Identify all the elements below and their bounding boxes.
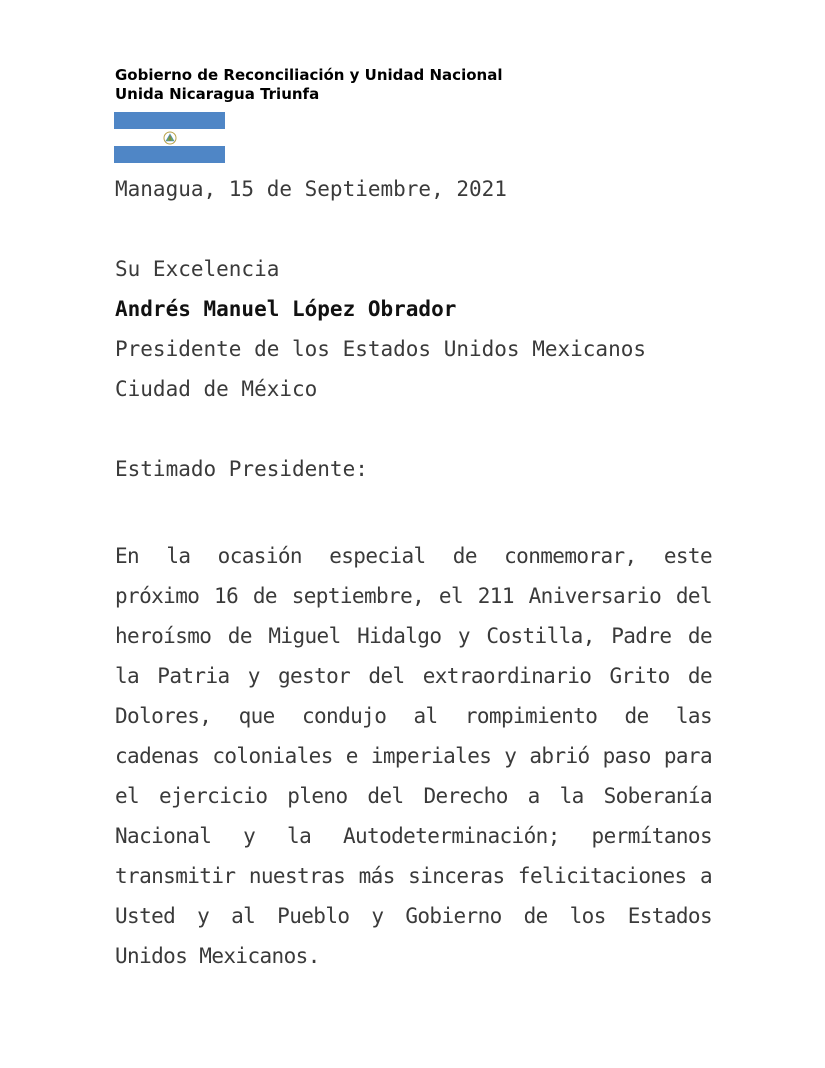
nicaragua-flag-icon (114, 112, 225, 163)
flag-middle-stripe (114, 129, 225, 146)
letterhead-slogan: Unida Nicaragua Triunfa (115, 85, 320, 103)
recipient-name: Andrés Manuel López Obrador (115, 297, 457, 321)
recipient-salutation: Su Excelencia (115, 257, 280, 281)
letterhead-government: Gobierno de Reconciliación y Unidad Nacional (115, 66, 503, 84)
recipient-city: Ciudad de México (115, 377, 318, 401)
coat-of-arms-icon (163, 131, 177, 145)
letter-date: Managua, 15 de Septiembre, 2021 (115, 177, 507, 201)
letter-body: En la ocasión especial de conmemorar, este próximo 16 de septiembre, el 211 Aniversario del heroísmo de Miguel Hidalgo y Costilla, Padre de la Patria y gestor del extraordinario Grito de Dolores, que condujo al rompimiento de las cadenas coloniales e imperiales y abrió paso para el ejercicio pleno del Derecho a la Soberanía Nacional y la Autodeterminación; permítanos transmitir nuestras más sinceras felicitaciones a Usted y al Pueblo y Gobierno de los Estados Unidos Mexicanos. (115, 544, 712, 968)
letterhead (115, 66, 502, 104)
recipient-title: Presidente de los Estados Unidos Mexicanos (115, 337, 647, 361)
flag-bottom-stripe (114, 146, 225, 163)
flag-top-stripe (114, 112, 225, 129)
letter-greeting: Estimado Presidente: (115, 457, 368, 481)
